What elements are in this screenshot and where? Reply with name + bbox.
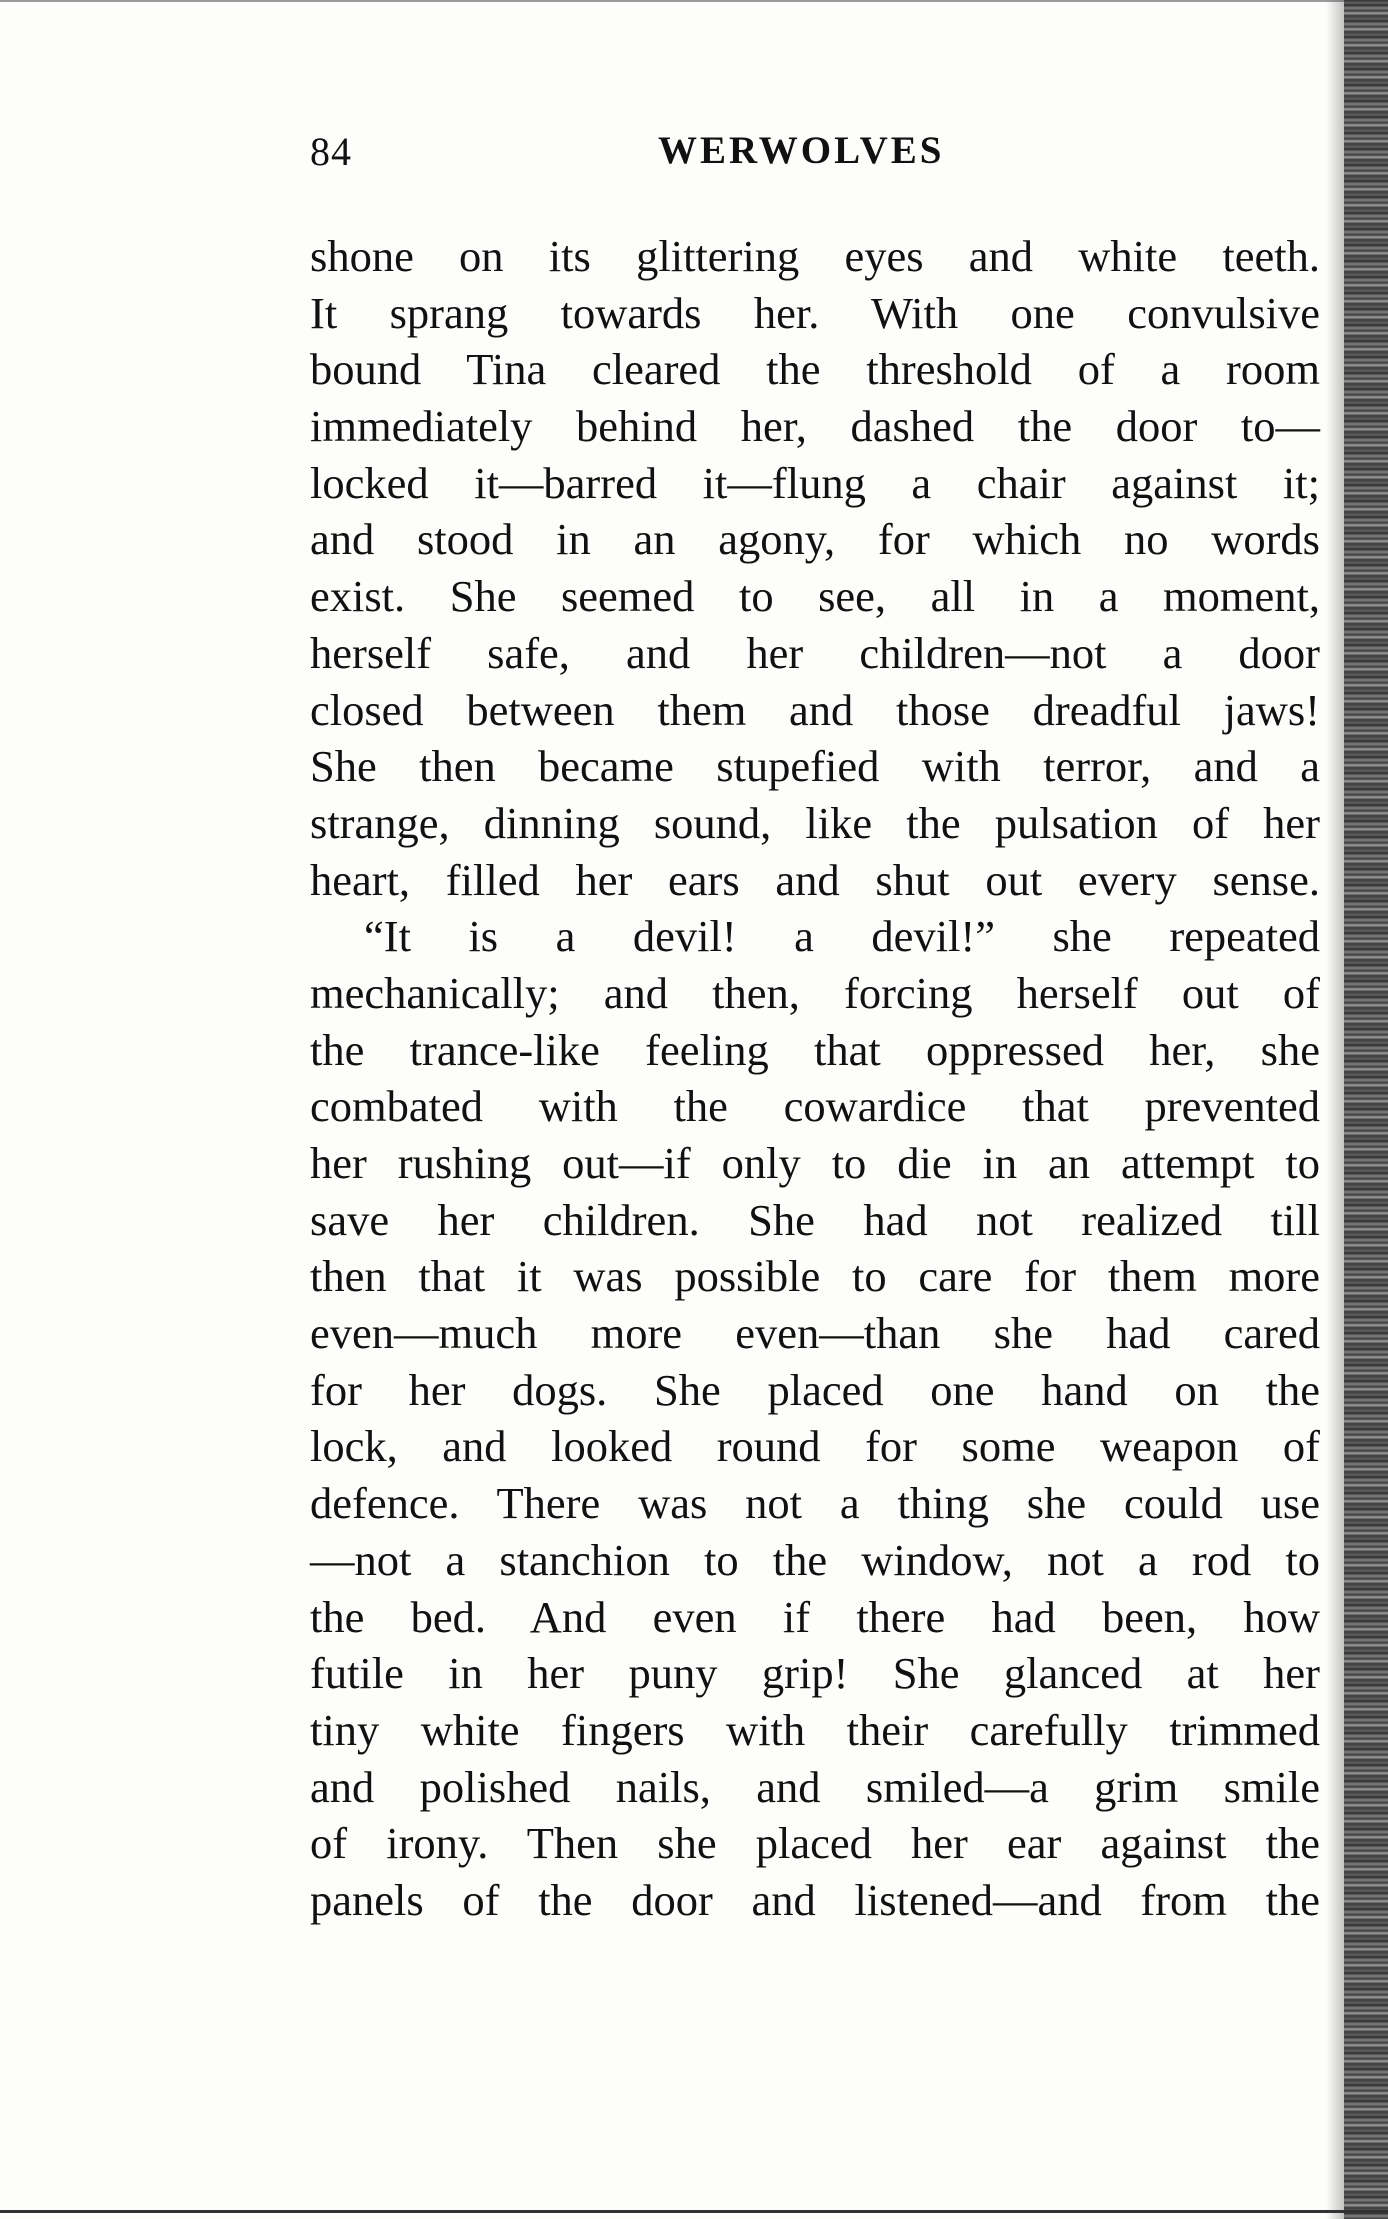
text-line: and polished nails, and smiled—a grim smile xyxy=(310,1761,1320,1812)
text-line: shone on its glittering eyes and white teeth. xyxy=(310,231,1320,281)
top-edge-rule xyxy=(0,0,1388,2)
text-line: for her dogs. She placed one hand on the xyxy=(310,1364,1320,1415)
text-line: She then became stupefied with terror, and a xyxy=(310,741,1320,792)
text-line: herself safe, and her children—not a door xyxy=(310,627,1320,678)
text-line: and stood in an agony, for which no words xyxy=(310,514,1320,565)
text-line: bound Tina cleared the threshold of a room xyxy=(310,344,1320,395)
text-line: of irony. Then she placed her ear against the xyxy=(310,1818,1320,1869)
page-edge-shadow xyxy=(1326,0,1344,2219)
text-line: closed between them and those dreadful jaws! xyxy=(310,684,1320,735)
page-number: 84 xyxy=(310,129,352,174)
text-line: panels of the door and listened—and from the xyxy=(310,1874,1320,1925)
text-line: mechanically; and then, forcing herself out of xyxy=(310,967,1320,1018)
text-line: locked it—barred it—flung a chair against it; xyxy=(310,457,1320,508)
text-line: exist. She seemed to see, all in a moment, xyxy=(310,571,1320,622)
paragraph-start-line: “It is a devil! a devil!” she repeated xyxy=(364,911,1320,962)
text-line: heart, filled her ears and shut out every sense. xyxy=(310,854,1320,905)
text-line: tiny white fingers with their carefully trimmed xyxy=(310,1704,1320,1755)
text-line: defence. There was not a thing she could use xyxy=(310,1478,1320,1529)
text-line: lock, and looked round for some weapon of xyxy=(310,1421,1320,1472)
text-line: —not a stanchion to the window, not a rod to xyxy=(310,1534,1320,1585)
body-text xyxy=(310,228,1320,1929)
text-line: combated with the cowardice that prevented xyxy=(310,1081,1320,1132)
text-line: the bed. And even if there had been, how xyxy=(310,1591,1320,1642)
text-line: futile in her puny grip! She glanced at her xyxy=(310,1648,1320,1699)
text-line: her rushing out—if only to die in an attempt to xyxy=(310,1138,1320,1188)
text-line: then that it was possible to care for them more xyxy=(310,1251,1320,1302)
running-head: WERWOLVES xyxy=(658,129,945,172)
text-line: save her children. She had not realized till xyxy=(310,1194,1320,1245)
text-line: even—much more even—than she had cared xyxy=(310,1308,1320,1359)
scanned-page-edge xyxy=(1344,0,1388,2219)
bottom-edge-rule xyxy=(0,2210,1388,2213)
text-line: strange, dinning sound, like the pulsation of her xyxy=(310,797,1320,848)
text-line: It sprang towards her. With one convulsive xyxy=(310,287,1320,338)
text-line: the trance-like feeling that oppressed her, she xyxy=(310,1024,1320,1075)
page-header xyxy=(310,128,1320,188)
text-line: immediately behind her, dashed the door to— xyxy=(310,401,1320,452)
